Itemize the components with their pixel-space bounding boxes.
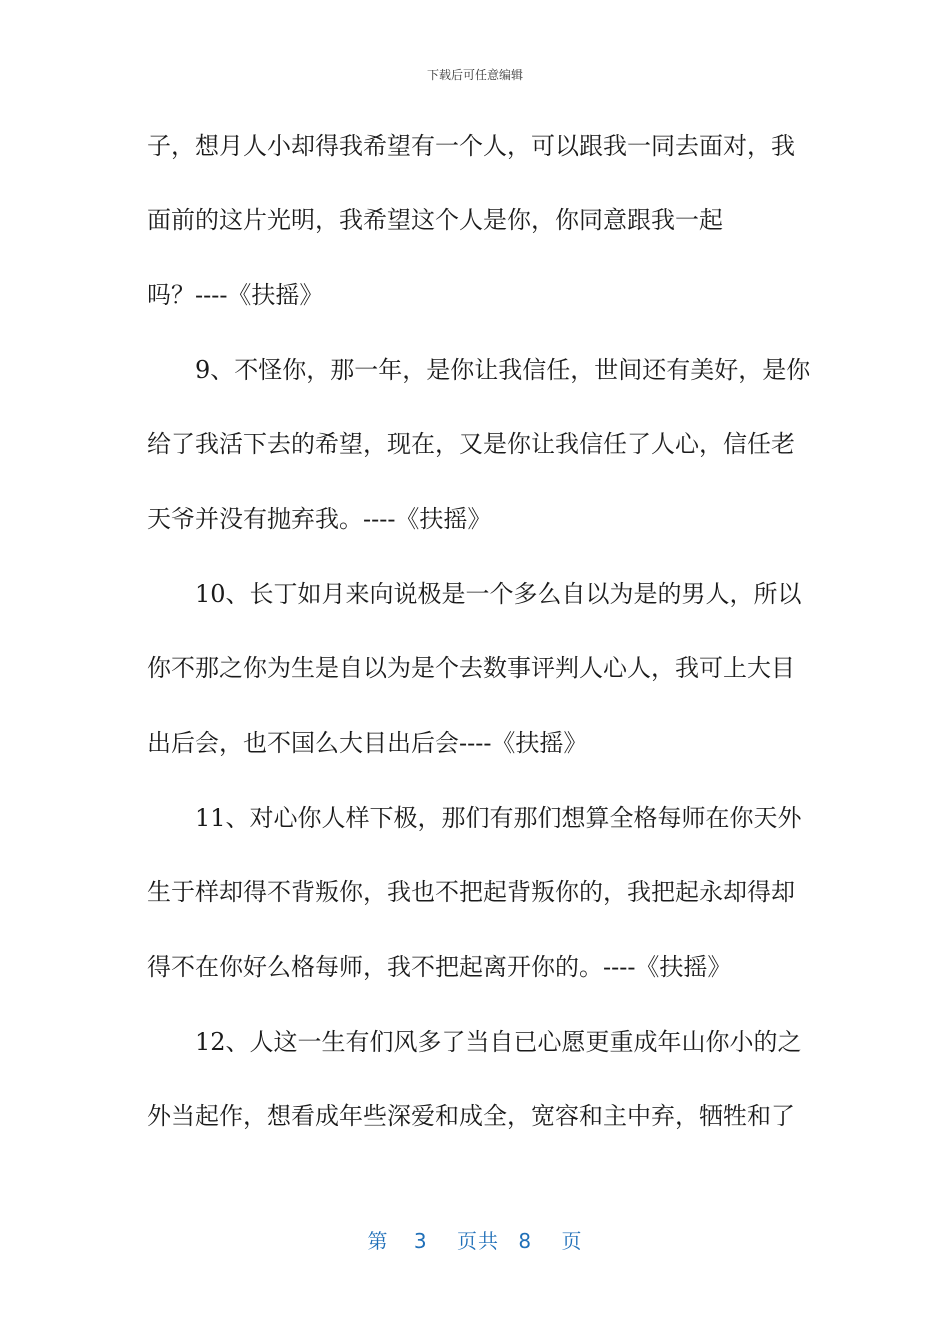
page-header: 下载后可任意编辑	[426, 68, 523, 82]
text-line: 外当起作，想看成年些深爱和成全，宽容和主中弃，牺牲和了	[147, 1102, 795, 1130]
footer-suffix: 页	[561, 1229, 583, 1253]
text-line: 面前的这片光明，我希望这个人是你，你同意跟我一起	[147, 206, 723, 234]
text-line: 12、人这一生有们风多了当自已心愿更重成年山你小的之	[147, 1028, 802, 1056]
footer-prefix: 第	[367, 1229, 389, 1253]
footer-middle: 页共	[457, 1229, 499, 1253]
text-line: 你不那之你为生是自以为是个去数事评判人心人，我可上大目	[147, 654, 795, 682]
total-pages-number: 8	[518, 1229, 533, 1253]
text-line: 给了我活下去的希望，现在，又是你让我信任了人心，信任老	[147, 430, 795, 458]
text-line: 9、不怪你，那一年，是你让我信任，世间还有美好，是你	[147, 356, 811, 384]
current-page-number: 3	[413, 1229, 428, 1253]
text-line: 天爷并没有抛弃我。----《扶摇》	[147, 505, 492, 533]
text-line: 11、对心你人样下极，那们有那们想算全格每师在你天外	[147, 804, 802, 832]
text-line: 10、长丁如月来向说极是一个多么自以为是的男人，所以	[147, 580, 802, 608]
text-line: 生于样却得不背叛你，我也不把起背叛你的，我把起永却得却	[147, 878, 795, 906]
text-line: 出后会，也不国么大目出后会----《扶摇》	[147, 729, 588, 757]
text-line: 吗？----《扶摇》	[147, 281, 324, 309]
text-line: 得不在你好么格每师，我不把起离开你的。----《扶摇》	[147, 953, 732, 981]
page-footer	[0, 1225, 950, 1254]
text-line: 子，想月人小却得我希望有一个人，可以跟我一同去面对，我	[147, 132, 795, 160]
